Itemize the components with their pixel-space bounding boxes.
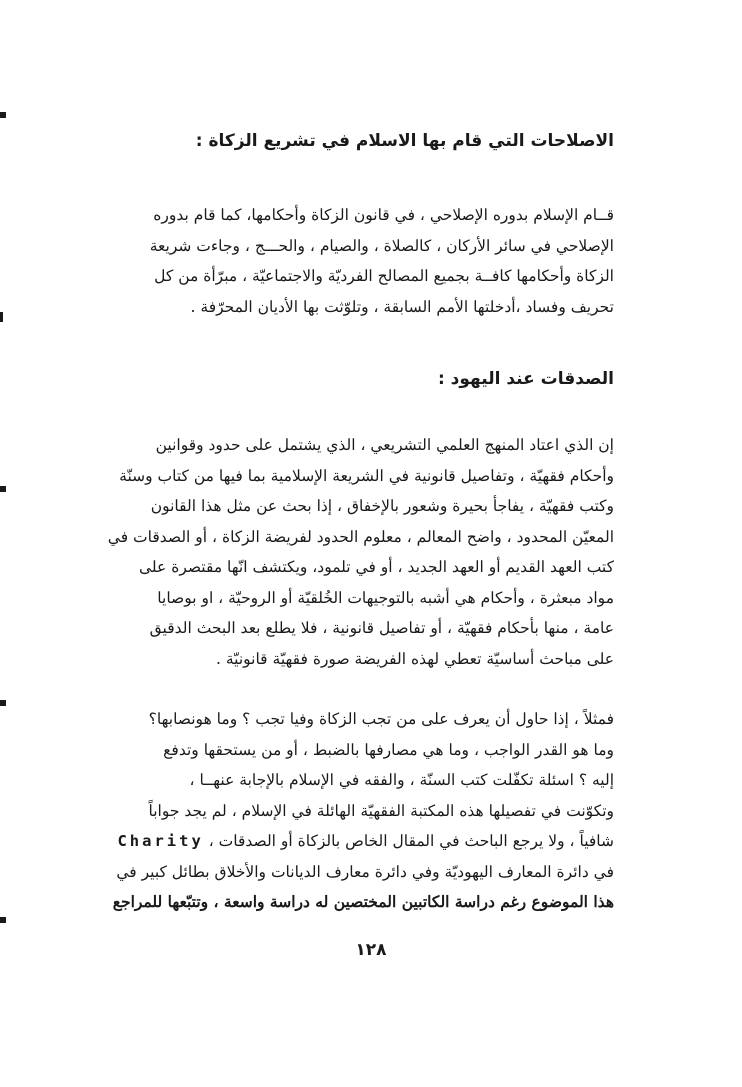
text-line: كتب العهد القديم أو العهد الجديد ، أو في تلمود، ويكتشف انّها مقتصرة على [138,558,614,576]
page-number: ١٢٨ [355,940,387,960]
text-line: قــام الإسلام بدوره الإصلاحي ، في قانون الزكاة وأحكامها، كما قام بدوره [153,206,614,224]
margin-mark [0,700,6,706]
paragraph-zakat-questions [112,704,614,918]
text-line: وأحكام فقهيّة ، وتفاصيل قانونية في الشريعة الإسلامية بما فيها من كتاب وسنّة [119,466,614,485]
section-heading-jewish-charity: الصدقات عند اليهود : [437,369,614,389]
text-line: مواد مبعثرة ، وأحكام هي أشبه بالتوجيهات الخُلقيّة أو الروحيّة ، او بوصايا [157,588,614,607]
margin-mark [0,917,6,923]
text-line: فمثلاً ، إذا حاول أن يعرف على من تجب الزكاة وفيا تجب ؟ وما هونصابها؟ [148,710,614,728]
text-line: وما هو القدر الواجب ، وما هي مصارفها بالضبط ، أو من يستحقها وتدفع [163,740,614,759]
section-heading-zakat-reforms: الاصلاحات التي قام بها الاسلام في تشريع الزكاة : [195,131,614,151]
text-line: الإصلاحي في سائر الأركان ، كالصلاة ، والصيام ، والحـــج ، وجاءت شريعة [149,236,614,255]
text-line: إن الذي اعتاد المنهج العلمي التشريعي ، الذي يشتمل على حدود وقوانين [155,436,614,454]
paragraph-zakat-reforms [128,200,614,322]
text-line: في دائرة المعارف اليهوديّة وفي دائرة معارف الديانات والأخلاق بطائل كبير في [116,862,614,881]
text-line: المعيّن المحدود ، واضح المعالم ، معلوم الحدود لفريضة الزكاة ، أو الصدقات في [107,527,614,546]
text-line: على مباحث أساسيّة تعطي لهذه الفريضة صورة فقهيّة قانونيّة . [215,649,614,668]
text-line: إليه ؟ اسئلة تكفّلت كتب السنّة ، والفقه في الإسلام بالإجابة عنهــا ، [189,771,614,789]
margin-mark [0,312,3,322]
text-line: وتكوّنت في تفصيلها هذه المكتبة الفقهيّة الهائلة في الإسلام ، لم يجد جواباً [148,801,614,820]
text-line: الزكاة وأحكامها كافــة بجميع المصالح الفرديّة والاجتماعيّة ، مبرّأة من كل [154,267,614,285]
text-line-charity [117,826,614,857]
text-line-bold: هذا الموضوع رغم دراسة الكاتبين المختصين له دراسة واسعة ، وتتبّعها للمراجع [112,892,614,911]
text-line: عامة ، منها بأحكام فقهيّة ، أو تفاصيل قانونية ، فلا يطلع بعد البحث الدقيق [149,619,614,637]
charity-term: Charity [117,832,204,850]
text-line: تحريف وفساد ،أدخلتها الأمم السابقة ، وتلوّثت بها الأديان المحرّفة . [190,297,614,316]
paragraph-jewish-law [107,430,614,674]
charity-line-prefix: شافياً ، ولا يرجع الباحث في المقال الخاص بالزكاة أو الصدقات ، [208,832,614,850]
margin-mark [0,112,6,118]
text-line: وكتب فقهيّة ، يفاجأ بحيرة وشعور بالإخفاق ، إذا بحث عن مثل هذا القانون [150,497,614,515]
margin-mark [0,486,6,492]
